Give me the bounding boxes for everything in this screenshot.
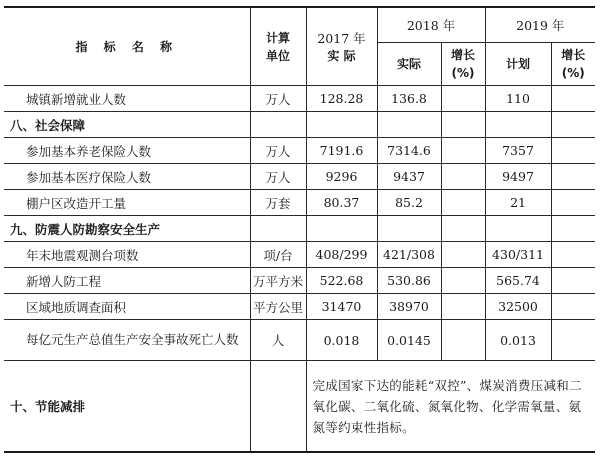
row-2019-growth <box>551 242 595 268</box>
header-2017-actual: 2017 年 实 际 <box>306 7 377 86</box>
row-2019-plan: 32500 <box>485 294 551 320</box>
table-row <box>4 268 595 294</box>
row-unit: 万平方米 <box>250 268 306 294</box>
row-2018-actual: 38970 <box>377 294 441 320</box>
row-name: 城镇新增就业人数 <box>4 86 250 112</box>
header-row-top <box>4 7 595 43</box>
header-2019: 2019 年 <box>485 7 595 43</box>
row-2019-growth <box>551 138 595 164</box>
header-2018: 2018 年 <box>377 7 485 43</box>
section-row <box>4 112 595 138</box>
row-2017: 128.28 <box>306 86 377 112</box>
table-row <box>4 242 595 268</box>
statistics-table <box>4 6 595 453</box>
row-name: 参加基本医疗保险人数 <box>4 164 250 190</box>
row-unit: 平方公里 <box>250 294 306 320</box>
row-2018-actual: 85.2 <box>377 190 441 216</box>
row-2017: 9296 <box>306 164 377 190</box>
row-2019-growth <box>551 164 595 190</box>
row-2019-growth <box>551 190 595 216</box>
row-name: 参加基本养老保险人数 <box>4 138 250 164</box>
row-2019-plan: 0.013 <box>485 320 551 361</box>
header-2018-growth: 增长 (%) <box>441 43 485 86</box>
row-2018-growth <box>441 190 485 216</box>
row-2018-growth <box>441 268 485 294</box>
row-name: 每亿元生产总值生产安全事故死亡人数 <box>4 320 250 361</box>
row-unit: 万套 <box>250 190 306 216</box>
row-unit: 万人 <box>250 138 306 164</box>
row-2018-actual: 9437 <box>377 164 441 190</box>
row-2018-actual: 0.0145 <box>377 320 441 361</box>
table-row <box>4 294 595 320</box>
section-title: 八、社会保障 <box>4 112 250 138</box>
row-unit: 万人 <box>250 86 306 112</box>
row-2019-plan: 9497 <box>485 164 551 190</box>
row-2019-plan: 21 <box>485 190 551 216</box>
row-2018-growth <box>441 242 485 268</box>
section-title: 九、防震人防勘察安全生产 <box>4 216 250 242</box>
row-2018-actual: 421/308 <box>377 242 441 268</box>
row-unit: 万人 <box>250 164 306 190</box>
row-2019-plan: 430/311 <box>485 242 551 268</box>
row-2018-growth <box>441 294 485 320</box>
section-title: 十、节能减排 <box>4 361 250 453</box>
row-2019-growth <box>551 268 595 294</box>
row-2017: 7191.6 <box>306 138 377 164</box>
statistics-table-container <box>4 6 595 453</box>
header-unit: 计算 单位 <box>250 7 306 86</box>
row-name: 年末地震观测台项数 <box>4 242 250 268</box>
table-row <box>4 320 595 361</box>
row-2018-growth <box>441 320 485 361</box>
row-2017: 522.68 <box>306 268 377 294</box>
header-2018-actual: 实际 <box>377 43 441 86</box>
row-2018-growth <box>441 86 485 112</box>
row-2018-actual: 530.86 <box>377 268 441 294</box>
section-row <box>4 216 595 242</box>
table-row <box>4 86 595 112</box>
row-2019-growth <box>551 294 595 320</box>
table-row <box>4 138 595 164</box>
row-2017: 31470 <box>306 294 377 320</box>
row-2018-actual: 136.8 <box>377 86 441 112</box>
row-2019-plan: 110 <box>485 86 551 112</box>
energy-row <box>4 361 595 453</box>
row-unit: 项/台 <box>250 242 306 268</box>
row-2018-actual: 7314.6 <box>377 138 441 164</box>
row-2019-growth <box>551 86 595 112</box>
row-unit: 人 <box>250 320 306 361</box>
row-2018-growth <box>441 138 485 164</box>
row-name: 新增人防工程 <box>4 268 250 294</box>
row-name: 棚户区改造开工量 <box>4 190 250 216</box>
header-indicator: 指 标 名 称 <box>4 7 250 86</box>
row-2017: 408/299 <box>306 242 377 268</box>
header-2019-growth: 增长 (%) <box>551 43 595 86</box>
row-2017: 0.018 <box>306 320 377 361</box>
row-2019-plan: 565.74 <box>485 268 551 294</box>
row-2019-growth <box>551 320 595 361</box>
row-2019-plan: 7357 <box>485 138 551 164</box>
table-row <box>4 164 595 190</box>
energy-note: 完成国家下达的能耗“双控”、煤炭消费压减和二氧化碳、二氧化硫、氮氧化物、化学需氧量、氨氮等约束性指标。 <box>306 361 595 453</box>
row-2018-growth <box>441 164 485 190</box>
row-name: 区域地质调查面积 <box>4 294 250 320</box>
table-row <box>4 190 595 216</box>
row-2017: 80.37 <box>306 190 377 216</box>
header-2019-plan: 计划 <box>485 43 551 86</box>
